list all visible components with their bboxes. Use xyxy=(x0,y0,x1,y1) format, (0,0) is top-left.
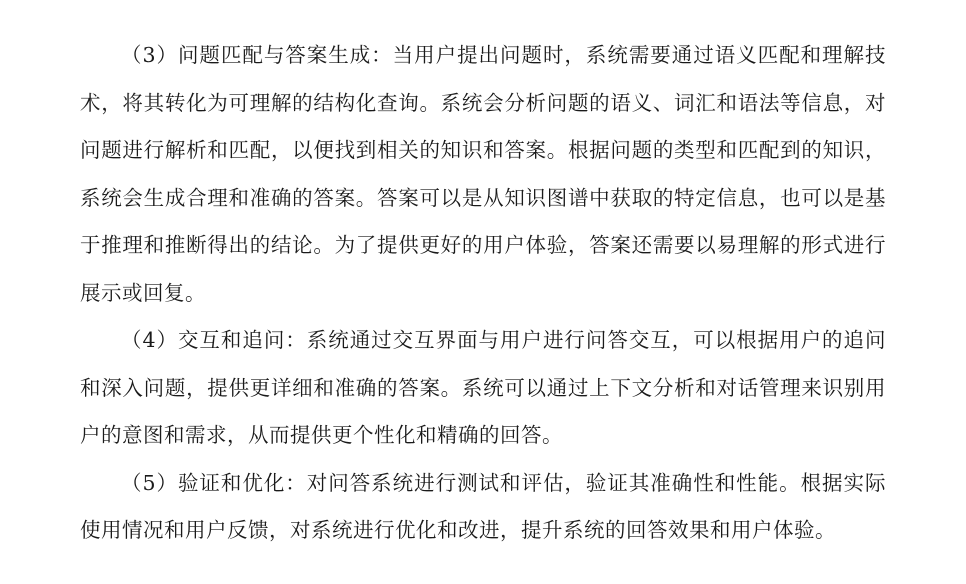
document-body xyxy=(80,0,886,555)
paragraph-validation: （5）验证和优化：对问答系统进行测试和评估，验证其准确性和性能。根据实际使用情况和用户反馈，对系统进行优化和改进，提升系统的回答效果和用户体验。 xyxy=(80,470,886,542)
paragraph-qa-matching: （3）问题匹配与答案生成：当用户提出问题时，系统需要通过语义匹配和理解技术，将其转化为可理解的结构化查询。系统会分析问题的语义、词汇和语法等信息，对问题进行解析和匹配，以便找到相关的知识和答案。根据问题的类型和匹配到的知识，系统会生成合理和准确的答案。答案可以是从知识图谱中获取的特定信息，也可以是基于推理和推断得出的结论。为了提供更好的用户体验，答案还需要以易理解的形式进行展示或回复。 xyxy=(80,43,886,305)
paragraph-interaction: （4）交互和追问：系统通过交互界面与用户进行问答交互，可以根据用户的追问和深入问题，提供更详细和准确的答案。系统可以通过上下文分析和对话管理来识别用户的意图和需求，从而提供更个性化和精确的回答。 xyxy=(80,328,886,447)
